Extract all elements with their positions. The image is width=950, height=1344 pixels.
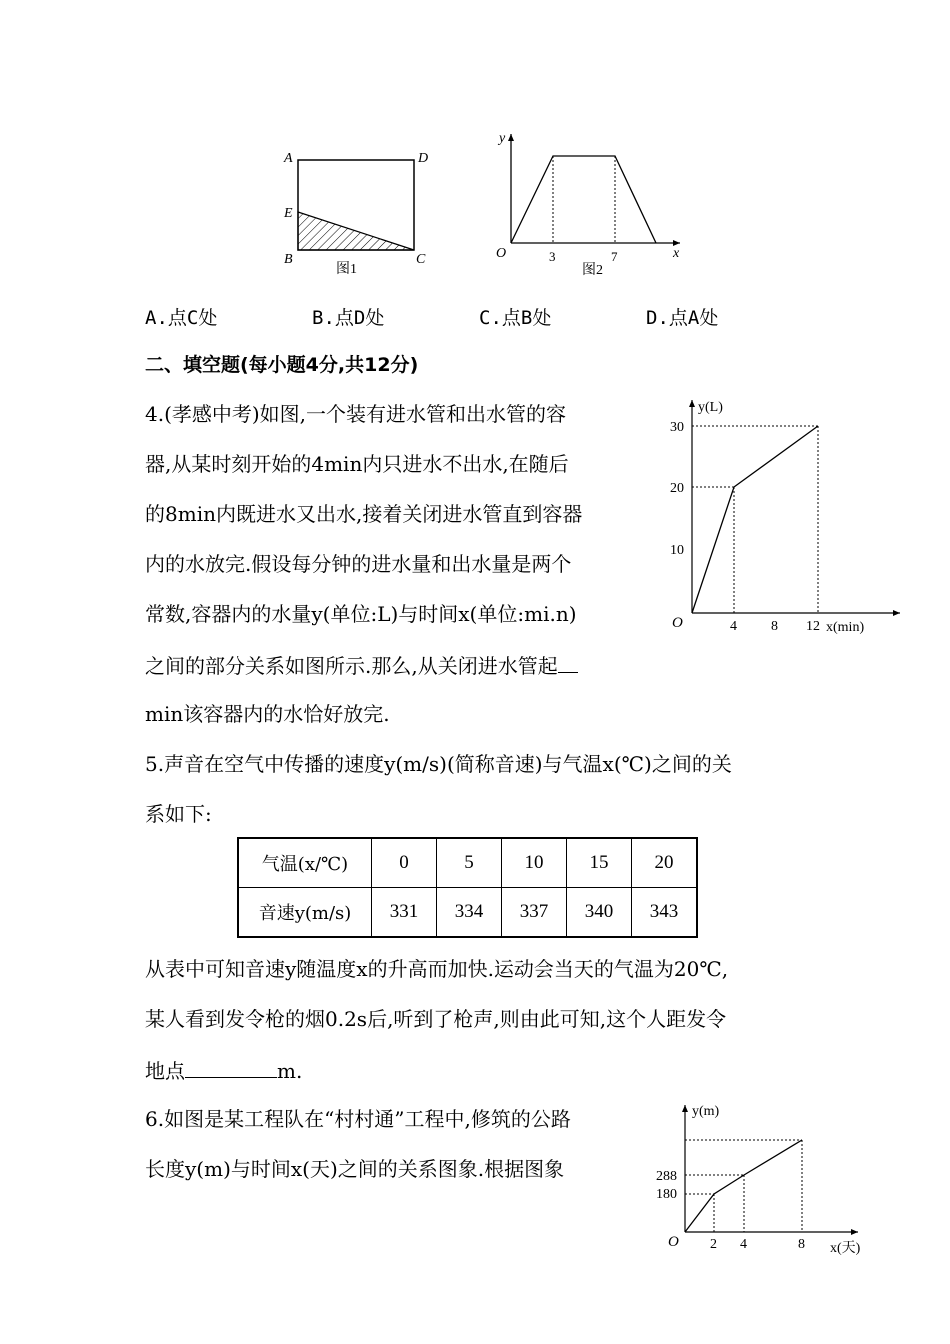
choice-d[interactable]: D.点A处 [646, 307, 719, 329]
figure-2-caption: 图2 [582, 263, 603, 278]
label-d: D [418, 151, 429, 166]
q5-after-3 [145, 1057, 302, 1083]
trapezoid-line [511, 156, 656, 243]
q6-origin: O [668, 1234, 679, 1250]
choice-b[interactable]: B.点D处 [312, 307, 385, 329]
q4-ytick-30: 30 [670, 420, 684, 435]
table-row [238, 838, 697, 888]
table-cell: 0 [372, 838, 437, 888]
q5-after-1: 从表中可知音速y随温度x的升高而加快.运动会当天的气温为20℃, [145, 957, 729, 981]
table-cell: 343 [632, 888, 698, 938]
table-row [238, 888, 697, 938]
q4-xtick-12: 12 [806, 619, 820, 634]
tick-3: 3 [549, 249, 556, 264]
q6-y-label: y(m) [692, 1104, 720, 1119]
q5-answer-blank[interactable] [185, 1057, 277, 1078]
figure-1 [278, 145, 438, 275]
q6-xtick-4: 4 [740, 1237, 747, 1252]
q4-line-4: 内的水放完.假设每分钟的进水量和出水量是两个 [145, 552, 572, 576]
q5-line-1: 5.声音在空气中传播的速度y(m/s)(简称音速)与气温x(℃)之间的关 [145, 752, 732, 776]
q6-xtick-8: 8 [798, 1237, 805, 1252]
x-axis-label: x [673, 246, 680, 261]
q4-x-label: x(min) [826, 620, 865, 635]
q4-line-3: 的8min内既进水又出水,接着关闭进水管直到容器 [145, 502, 583, 526]
label-c: C [416, 252, 426, 267]
choice-c[interactable]: C.点B处 [479, 307, 552, 329]
q4-data-line [692, 426, 818, 613]
speed-table [237, 837, 698, 938]
q5-line-2: 系如下: [145, 802, 212, 826]
q4-answer-blank[interactable] [558, 652, 578, 673]
q5-after-2: 某人看到发令枪的烟0.2s后,听到了枪声,则由此可知,这个人距发令 [145, 1007, 727, 1031]
table-cell: 331 [372, 888, 437, 938]
table-cell: 340 [567, 888, 632, 938]
q5-after-3-text: 地点 [145, 1059, 185, 1083]
q6-ytick-288: 288 [656, 1169, 677, 1184]
q4-ytick-20: 20 [670, 481, 684, 496]
q6-line-1: 6.如图是某工程队在“村村通”工程中,修筑的公路 [145, 1107, 571, 1131]
figure-2 [490, 128, 690, 278]
table-cell: 10 [502, 838, 567, 888]
answer-choices [0, 303, 950, 329]
q4-line-7: min该容器内的水恰好放完. [145, 702, 390, 726]
choice-a[interactable]: A.点C处 [145, 307, 218, 329]
q6-x-label: x(天) [830, 1241, 861, 1256]
section-title: 二、填空题(每小题4分,共12分) [145, 354, 419, 376]
q4-xtick-4: 4 [730, 619, 737, 634]
table-cell: 5 [437, 838, 502, 888]
origin-label: O [496, 246, 507, 261]
q4-origin: O [672, 615, 683, 631]
figure-1-caption: 图1 [336, 262, 357, 275]
q6-chart [640, 1095, 880, 1260]
table-cell: 334 [437, 888, 502, 938]
tick-7: 7 [611, 249, 618, 264]
table-header-speed: 音速y(m/s) [238, 888, 372, 938]
q4-line-2: 器,从某时刻开始的4min内只进水不出水,在随后 [145, 452, 569, 476]
y-axis-label: y [499, 131, 506, 146]
q4-line-1: 4.(孝感中考)如图,一个装有进水管和出水管的容 [145, 402, 567, 426]
q6-line-2: 长度y(m)与时间x(天)之间的关系图象.根据图象 [145, 1157, 565, 1181]
q5-after-3-unit: m. [277, 1059, 303, 1083]
table-cell: 15 [567, 838, 632, 888]
label-b: B [284, 252, 293, 267]
table-cell: 20 [632, 838, 698, 888]
table-header-temperature: 气温(x/℃) [238, 838, 372, 888]
q4-ytick-10: 10 [670, 543, 684, 558]
label-e: E [284, 206, 293, 221]
q4-line-6 [145, 652, 578, 678]
label-a: A [284, 151, 293, 166]
q6-ytick-180: 180 [656, 1187, 677, 1202]
q4-line-6-text: 之间的部分关系如图所示.那么,从关闭进水管起 [145, 654, 558, 678]
q4-xtick-8: 8 [771, 619, 778, 634]
q6-xtick-2: 2 [710, 1237, 717, 1252]
table-cell: 337 [502, 888, 567, 938]
q4-y-label: y(L) [698, 400, 723, 415]
q4-line-5: 常数,容器内的水量y(单位:L)与时间x(单位:mi.n) [145, 602, 577, 626]
shaded-triangle-ebc [298, 212, 414, 250]
q6-data-line [685, 1140, 802, 1232]
q4-chart [660, 395, 910, 645]
